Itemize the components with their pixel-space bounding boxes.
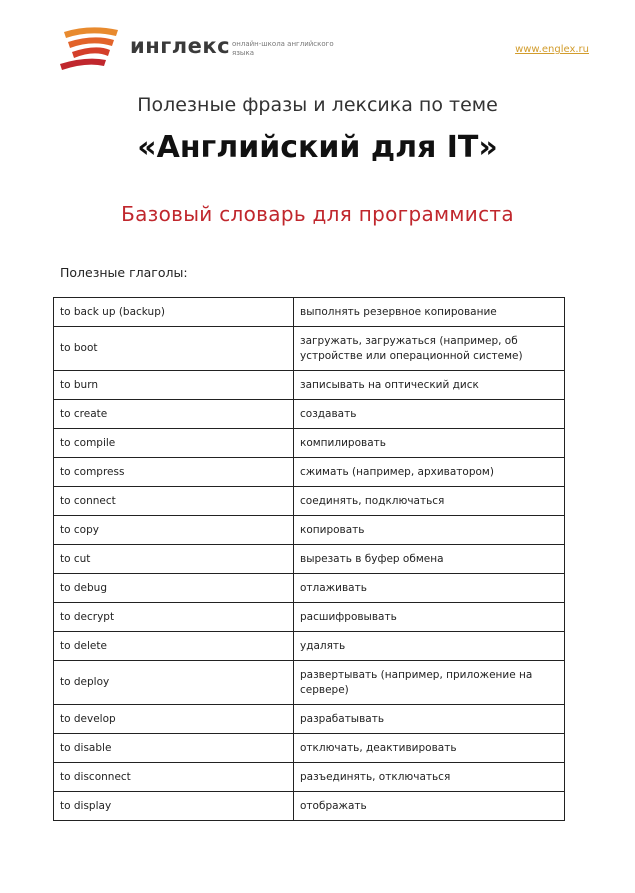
translation-cell: развертывать (например, приложение на сервере) — [294, 661, 565, 705]
table-row — [54, 400, 565, 429]
table-row — [54, 458, 565, 487]
translation-cell: разрабатывать — [294, 705, 565, 734]
translation-cell: записывать на оптический диск — [294, 371, 565, 400]
translation-cell: разъединять, отключаться — [294, 763, 565, 792]
term-cell: to compress — [54, 458, 294, 487]
table-row — [54, 632, 565, 661]
table-row — [54, 574, 565, 603]
term-cell: to disconnect — [54, 763, 294, 792]
table-row — [54, 792, 565, 821]
translation-cell: отлаживать — [294, 574, 565, 603]
term-cell: to deploy — [54, 661, 294, 705]
term-cell: to create — [54, 400, 294, 429]
term-cell: to disable — [54, 734, 294, 763]
page-subtitle: Полезные фразы и лексика по теме — [137, 94, 498, 116]
term-cell: to compile — [54, 429, 294, 458]
table-row — [54, 371, 565, 400]
table-row — [54, 763, 565, 792]
term-cell: to connect — [54, 487, 294, 516]
translation-cell: отображать — [294, 792, 565, 821]
table-caption: Полезные глаголы: — [60, 265, 188, 280]
translation-cell: выполнять резервное копирование — [294, 298, 565, 327]
page-title: «Английский для IT» — [137, 130, 498, 165]
term-cell: to cut — [54, 545, 294, 574]
translation-cell: сжимать (например, архиватором) — [294, 458, 565, 487]
table-row — [54, 298, 565, 327]
translation-cell: отключать, деактивировать — [294, 734, 565, 763]
translation-cell: вырезать в буфер обмена — [294, 545, 565, 574]
term-cell: to display — [54, 792, 294, 821]
term-cell: to boot — [54, 327, 294, 371]
vocab-table — [53, 297, 565, 821]
translation-cell: копировать — [294, 516, 565, 545]
table-row — [54, 487, 565, 516]
translation-cell: компилировать — [294, 429, 565, 458]
term-cell: to debug — [54, 574, 294, 603]
table-row — [54, 516, 565, 545]
translation-cell: загружать, загружаться (например, об устройстве или операционной системе) — [294, 327, 565, 371]
table-row — [54, 734, 565, 763]
brand-name: инглекс — [130, 34, 231, 58]
term-cell: to develop — [54, 705, 294, 734]
table-row — [54, 705, 565, 734]
table-row — [54, 545, 565, 574]
term-cell: to back up (backup) — [54, 298, 294, 327]
term-cell: to copy — [54, 516, 294, 545]
term-cell: to decrypt — [54, 603, 294, 632]
translation-cell: создавать — [294, 400, 565, 429]
table-row — [54, 327, 565, 371]
translation-cell: удалять — [294, 632, 565, 661]
table-row — [54, 429, 565, 458]
table-row — [54, 603, 565, 632]
term-cell: to delete — [54, 632, 294, 661]
site-link[interactable]: www.englex.ru — [515, 44, 589, 55]
page-header — [0, 0, 635, 80]
term-cell: to burn — [54, 371, 294, 400]
englex-logo-icon — [58, 26, 122, 72]
translation-cell: расшифровывать — [294, 603, 565, 632]
table-row — [54, 661, 565, 705]
translation-cell: соединять, подключаться — [294, 487, 565, 516]
brand-tagline: онлайн-школа английского языка — [232, 40, 334, 57]
section-title: Базовый словарь для программиста — [121, 202, 514, 226]
